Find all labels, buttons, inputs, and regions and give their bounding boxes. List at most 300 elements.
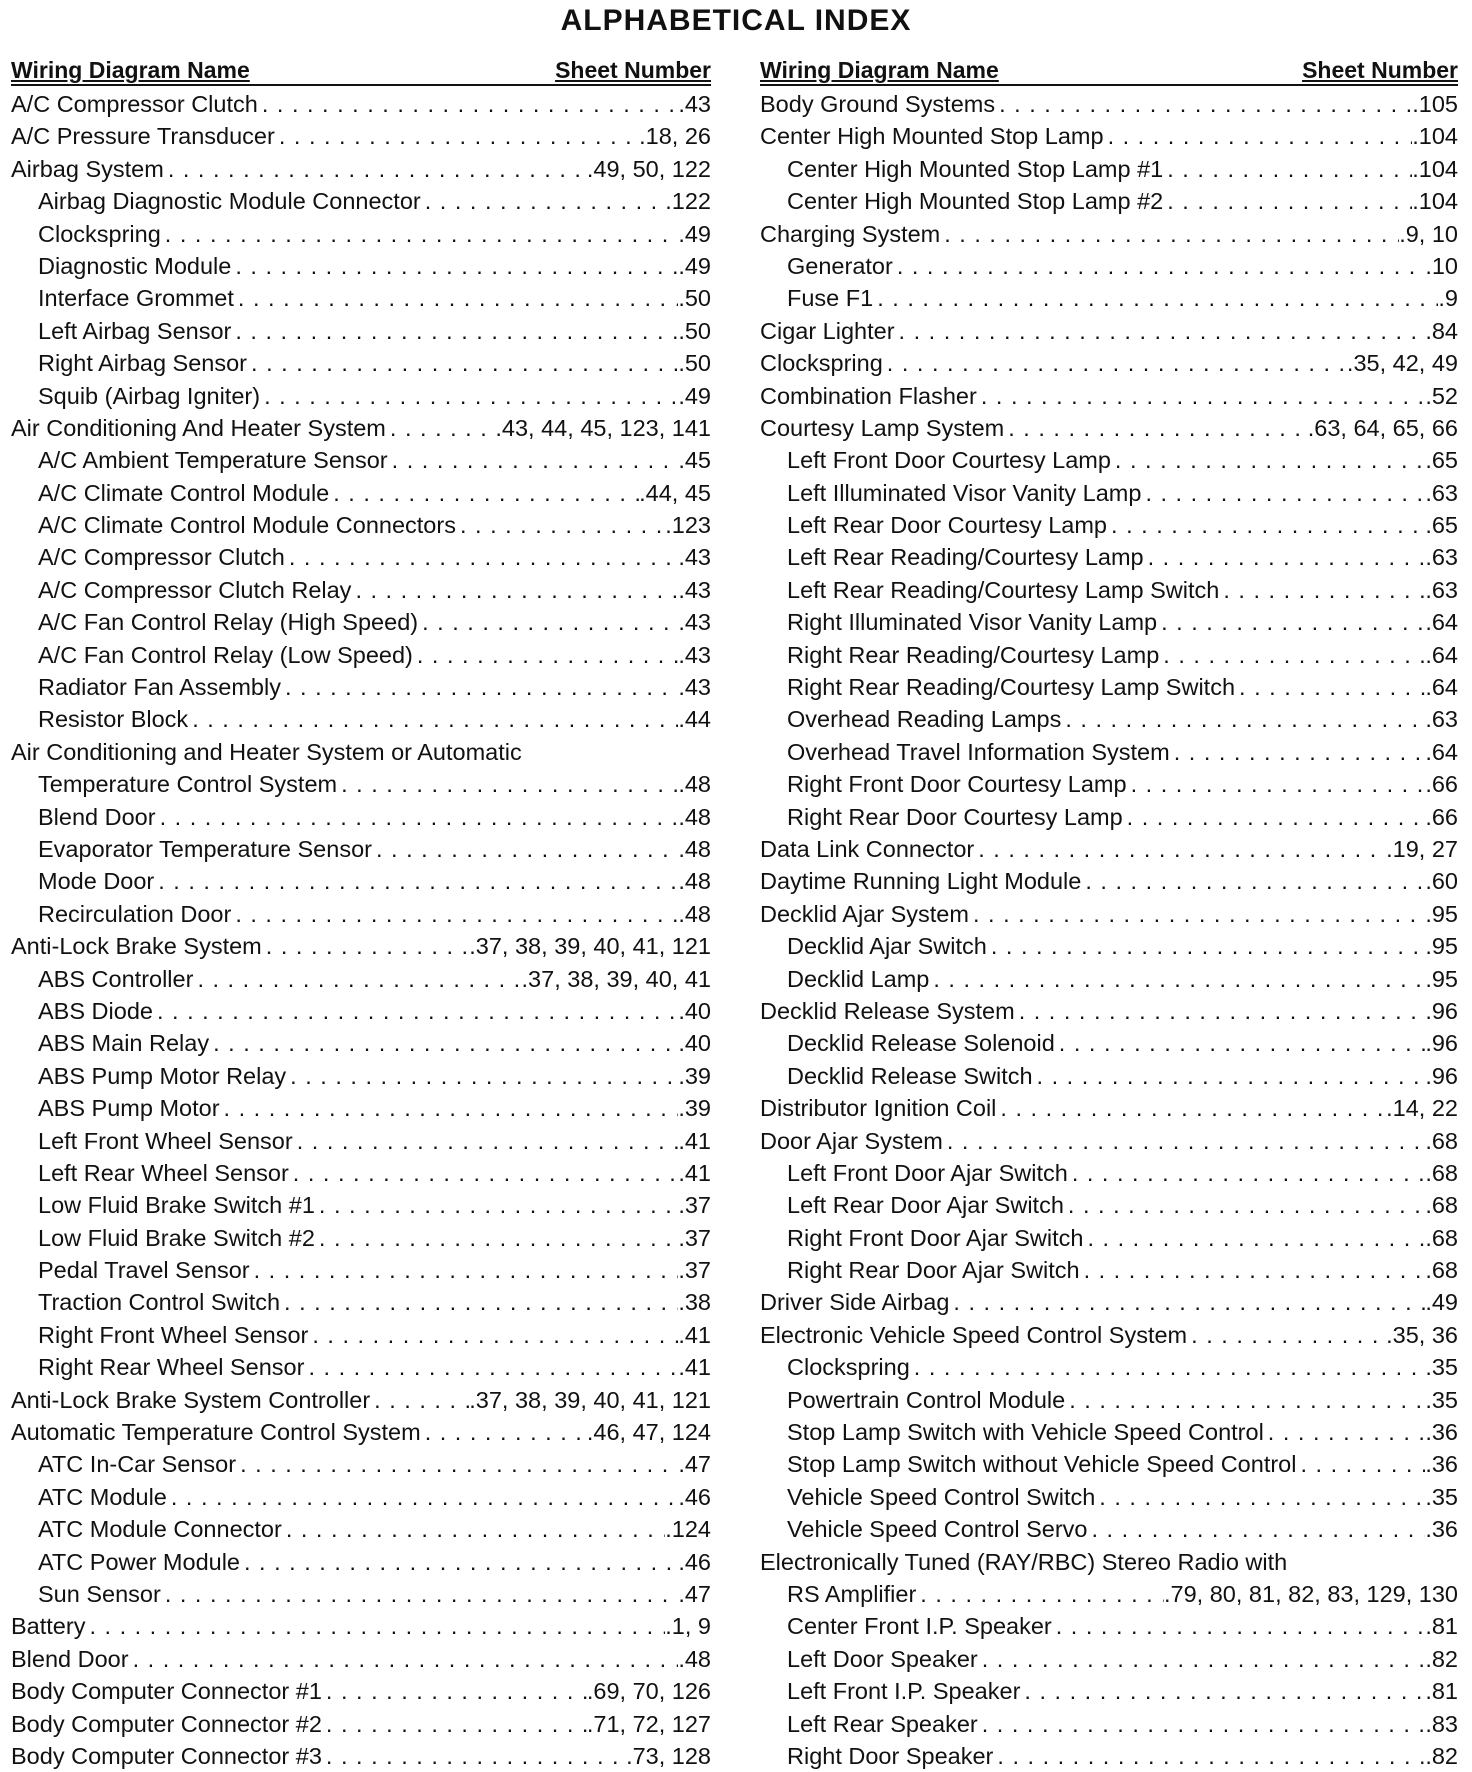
index-entry xyxy=(760,1708,1458,1740)
entry-name: Air Conditioning And Heater System xyxy=(11,414,386,441)
dot-leader xyxy=(250,1254,679,1286)
entry-name: A/C Fan Control Relay (High Speed) xyxy=(38,609,419,636)
entry-name: Battery xyxy=(11,1613,86,1640)
index-entry xyxy=(11,347,711,379)
index-list-right xyxy=(760,88,1458,1772)
entry-sheet-numbers: .35 xyxy=(1425,1354,1458,1381)
index-entry xyxy=(760,703,1458,735)
entry-sheet-numbers: .37, 38, 39, 40, 41 xyxy=(521,965,711,992)
dot-leader xyxy=(161,1578,679,1610)
index-entry xyxy=(11,1092,711,1124)
entry-name: Left Front Wheel Sensor xyxy=(38,1127,293,1154)
index-entry xyxy=(11,509,711,541)
index-entry xyxy=(11,380,711,412)
entry-name: ATC Module Connector xyxy=(38,1516,282,1543)
entry-name: Blend Door xyxy=(11,1645,129,1672)
entry-name: Left Illuminated Visor Vanity Lamp xyxy=(787,479,1142,506)
index-entry xyxy=(760,833,1458,865)
entry-name: Right Front Door Ajar Switch xyxy=(787,1224,1084,1251)
index-entry xyxy=(11,1448,711,1480)
entry-name: Stop Lamp Switch without Vehicle Speed Control xyxy=(787,1451,1297,1478)
entry-sheet-numbers: .37 xyxy=(678,1224,711,1251)
index-entry xyxy=(11,1351,711,1383)
entry-sheet-numbers: .48 xyxy=(678,900,711,927)
dot-leader xyxy=(161,218,679,250)
dot-leader xyxy=(1159,639,1425,671)
entry-sheet-numbers: .40 xyxy=(678,1030,711,1057)
index-entry xyxy=(11,995,711,1027)
index-entry xyxy=(760,380,1458,412)
entry-sheet-numbers: .124 xyxy=(665,1516,711,1543)
entry-sheet-numbers: .68 xyxy=(1425,1257,1458,1284)
entry-name: Clockspring xyxy=(787,1354,910,1381)
dot-leader xyxy=(1080,1254,1426,1286)
dot-leader xyxy=(1015,995,1426,1027)
index-entry xyxy=(11,315,711,347)
entry-name: Diagnostic Module xyxy=(38,252,232,279)
dot-leader xyxy=(231,250,678,282)
entry-name: Charging System xyxy=(760,220,941,247)
entry-name: Left Front Door Courtesy Lamp xyxy=(787,447,1111,474)
index-entry xyxy=(760,801,1458,833)
index-entry xyxy=(760,1546,1458,1578)
entry-sheet-numbers: .60 xyxy=(1425,868,1458,895)
entry-sheet-numbers: .63 xyxy=(1425,576,1458,603)
entry-sheet-numbers: .82 xyxy=(1425,1645,1458,1672)
index-entry xyxy=(11,1578,711,1610)
entry-name: Radiator Fan Assembly xyxy=(38,674,281,701)
dot-leader xyxy=(315,1189,678,1221)
entry-sheet-numbers: .50 xyxy=(678,317,711,344)
entry-sheet-numbers: .63, 64, 65, 66 xyxy=(1307,414,1458,441)
index-entry xyxy=(11,444,711,476)
entry-sheet-numbers: .9 xyxy=(1438,285,1458,312)
index-entry xyxy=(11,1513,711,1545)
entry-sheet-numbers: .43 xyxy=(678,674,711,701)
dot-leader xyxy=(1052,1610,1426,1642)
dot-leader xyxy=(85,1610,665,1642)
entry-name: Cigar Lighter xyxy=(760,317,895,344)
index-entry xyxy=(11,1546,711,1578)
index-entry xyxy=(760,930,1458,962)
entry-sheet-numbers: .69, 70, 126 xyxy=(586,1678,711,1705)
dot-leader xyxy=(280,1286,678,1318)
index-entry xyxy=(11,736,711,768)
entry-sheet-numbers: .48 xyxy=(678,771,711,798)
entry-name: Left Rear Speaker xyxy=(787,1710,978,1737)
dot-leader xyxy=(285,541,679,573)
dot-leader xyxy=(996,1092,1386,1124)
dot-leader xyxy=(260,380,678,412)
dot-leader xyxy=(258,88,679,120)
entry-sheet-numbers: .84 xyxy=(1425,317,1458,344)
entry-name: Door Ajar System xyxy=(760,1127,943,1154)
entry-name: Airbag Diagnostic Module Connector xyxy=(38,188,421,215)
dot-leader xyxy=(1141,477,1425,509)
dot-leader xyxy=(220,1092,679,1124)
entry-sheet-numbers: .43 xyxy=(678,641,711,668)
entry-sheet-numbers: .40 xyxy=(678,997,711,1024)
index-entry xyxy=(760,963,1458,995)
column-header xyxy=(11,56,711,86)
dot-leader xyxy=(209,1027,678,1059)
entry-name: Daytime Running Light Module xyxy=(760,868,1082,895)
entry-sheet-numbers: .65 xyxy=(1425,447,1458,474)
dot-leader xyxy=(289,1157,679,1189)
header-sheet-number: Sheet Number xyxy=(1302,57,1458,83)
dot-leader xyxy=(322,1708,587,1740)
index-entry xyxy=(11,412,711,444)
entry-sheet-numbers: .64 xyxy=(1425,609,1458,636)
dot-leader xyxy=(304,1351,678,1383)
entry-name: Squib (Airbag Igniter) xyxy=(38,382,261,409)
dot-leader xyxy=(129,1643,679,1675)
dot-leader xyxy=(1064,1189,1425,1221)
entry-sheet-numbers: .79, 80, 81, 82, 83, 129, 130 xyxy=(1164,1580,1458,1607)
dot-leader xyxy=(1004,412,1308,444)
entry-sheet-numbers: .73, 128 xyxy=(626,1742,711,1769)
index-column-left xyxy=(11,56,711,1772)
entry-name: Right Front Door Courtesy Lamp xyxy=(787,771,1127,798)
header-sheet-number: Sheet Number xyxy=(555,57,711,83)
dot-leader xyxy=(153,995,678,1027)
index-entry xyxy=(11,703,711,735)
entry-sheet-numbers: .35, 42, 49 xyxy=(1346,350,1458,377)
entry-name: Right Front Wheel Sensor xyxy=(38,1321,309,1348)
index-entry xyxy=(760,995,1458,1027)
entry-sheet-numbers: .43 xyxy=(678,576,711,603)
index-entry xyxy=(11,671,711,703)
dot-leader xyxy=(940,218,1399,250)
entry-sheet-numbers: .43 xyxy=(678,609,711,636)
dot-leader xyxy=(873,282,1438,314)
entry-sheet-numbers: .104 xyxy=(1412,188,1458,215)
entry-name: Decklid Release Switch xyxy=(787,1062,1033,1089)
entry-sheet-numbers: .48 xyxy=(678,835,711,862)
entry-name: Right Illuminated Visor Vanity Lamp xyxy=(787,609,1158,636)
entry-sheet-numbers: .68 xyxy=(1425,1159,1458,1186)
entry-name: ABS Main Relay xyxy=(38,1030,210,1057)
entry-name: Decklid Lamp xyxy=(787,965,930,992)
entry-name: Center High Mounted Stop Lamp xyxy=(760,123,1104,150)
index-entry xyxy=(760,1513,1458,1545)
index-entry xyxy=(11,930,711,962)
entry-name: Right Rear Door Courtesy Lamp xyxy=(787,803,1123,830)
index-entry xyxy=(760,153,1458,185)
index-entry xyxy=(760,1416,1458,1448)
entry-name: Body Computer Connector #2 xyxy=(11,1710,322,1737)
entry-name: Traction Control Switch xyxy=(38,1289,281,1316)
dot-leader xyxy=(1020,1675,1425,1707)
index-entry xyxy=(760,541,1458,573)
index-entry xyxy=(11,833,711,865)
entry-sheet-numbers: .37 xyxy=(678,1192,711,1219)
entry-name: Right Door Speaker xyxy=(787,1742,994,1769)
index-column-right xyxy=(760,56,1458,1772)
index-entry xyxy=(11,1254,711,1286)
index-entry xyxy=(760,1254,1458,1286)
dot-leader xyxy=(895,315,1426,347)
index-entry xyxy=(760,574,1458,606)
entry-name: Clockspring xyxy=(38,220,161,247)
index-entry xyxy=(11,1060,711,1092)
index-entry xyxy=(11,250,711,282)
index-entry xyxy=(760,671,1458,703)
column-header xyxy=(760,56,1458,86)
entry-name: Low Fluid Brake Switch #2 xyxy=(38,1224,315,1251)
index-entry xyxy=(760,1351,1458,1383)
entry-sheet-numbers: .64 xyxy=(1425,738,1458,765)
entry-name: ABS Pump Motor xyxy=(38,1095,220,1122)
index-entry xyxy=(11,88,711,120)
entry-name: Clockspring xyxy=(760,350,883,377)
index-entry xyxy=(760,1610,1458,1642)
entry-sheet-numbers: .10 xyxy=(1425,252,1458,279)
index-entry xyxy=(760,865,1458,897)
dot-leader xyxy=(1083,1222,1425,1254)
dot-leader xyxy=(322,1740,626,1772)
entry-name: Decklid Release System xyxy=(760,997,1015,1024)
entry-name: Left Door Speaker xyxy=(787,1645,978,1672)
entry-sheet-numbers: .35 xyxy=(1425,1483,1458,1510)
index-entry xyxy=(11,1610,711,1642)
entry-name: RS Amplifier xyxy=(787,1580,917,1607)
dot-leader xyxy=(1061,703,1425,735)
dot-leader xyxy=(418,606,678,638)
entry-name: Blend Door xyxy=(38,803,156,830)
dot-leader xyxy=(1235,671,1425,703)
entry-sheet-numbers: .36 xyxy=(1425,1516,1458,1543)
dot-leader xyxy=(156,801,679,833)
index-entry xyxy=(11,1708,711,1740)
dot-leader xyxy=(1065,1384,1425,1416)
entry-name: Center Front I.P. Speaker xyxy=(787,1613,1052,1640)
entry-sheet-numbers: .43 xyxy=(678,91,711,117)
entry-name: ABS Diode xyxy=(38,997,153,1024)
dot-leader xyxy=(421,185,666,217)
index-entry xyxy=(760,1578,1458,1610)
entry-name: Evaporator Temperature Sensor xyxy=(38,835,372,862)
dot-leader xyxy=(188,703,678,735)
index-entry xyxy=(760,1675,1458,1707)
entry-name: Body Computer Connector #1 xyxy=(11,1678,322,1705)
dot-leader xyxy=(413,639,678,671)
dot-leader xyxy=(993,1740,1425,1772)
index-entry xyxy=(760,1740,1458,1772)
dot-leader xyxy=(1163,153,1412,185)
dot-leader xyxy=(421,1416,587,1448)
entry-name: Interface Grommet xyxy=(38,285,234,312)
dot-leader xyxy=(1144,541,1426,573)
dot-leader xyxy=(1081,865,1425,897)
dot-leader xyxy=(240,1546,678,1578)
dot-leader xyxy=(154,865,678,897)
entry-name: A/C Climate Control Module Connectors xyxy=(38,512,456,539)
index-entry xyxy=(760,412,1458,444)
dot-leader xyxy=(929,963,1425,995)
dot-leader xyxy=(1033,1060,1426,1092)
entry-sheet-numbers: .39 xyxy=(678,1062,711,1089)
entry-name: Anti-Lock Brake System Controller xyxy=(11,1386,371,1413)
entry-sheet-numbers: .1, 9 xyxy=(665,1613,711,1640)
entry-sheet-numbers: .43, 44, 45, 123, 141 xyxy=(495,414,711,441)
entry-sheet-numbers: .47 xyxy=(678,1580,711,1607)
entry-sheet-numbers: .64 xyxy=(1425,641,1458,668)
index-entry xyxy=(11,477,711,509)
index-entry xyxy=(11,801,711,833)
entry-sheet-numbers: .45 xyxy=(678,447,711,474)
index-entry xyxy=(760,1286,1458,1318)
index-entry xyxy=(11,120,711,152)
entry-name: Powertrain Control Module xyxy=(787,1386,1066,1413)
dot-leader xyxy=(275,120,639,152)
dot-leader xyxy=(247,347,678,379)
entry-name: Temperature Control System xyxy=(38,771,338,798)
entry-name: Decklid Ajar Switch xyxy=(787,933,987,960)
index-entry xyxy=(11,574,711,606)
index-entry xyxy=(760,1448,1458,1480)
entry-sheet-numbers: .50 xyxy=(678,350,711,377)
index-entry xyxy=(760,477,1458,509)
dot-leader xyxy=(1170,736,1426,768)
index-entry xyxy=(11,153,711,185)
entry-sheet-numbers: .49 xyxy=(678,220,711,247)
index-entry xyxy=(760,1157,1458,1189)
entry-name: ATC In-Car Sensor xyxy=(38,1451,237,1478)
entry-sheet-numbers: .63 xyxy=(1425,706,1458,733)
entry-name: Decklid Release Solenoid xyxy=(787,1030,1055,1057)
entry-sheet-numbers: .41 xyxy=(678,1159,711,1186)
page-title: ALPHABETICAL INDEX xyxy=(560,4,912,37)
entry-name: Courtesy Lamp System xyxy=(760,414,1005,441)
dot-leader xyxy=(236,1448,678,1480)
entry-sheet-numbers: .43 xyxy=(678,544,711,571)
dot-leader xyxy=(193,963,521,995)
index-entry xyxy=(11,218,711,250)
index-entry xyxy=(11,1384,711,1416)
dot-leader xyxy=(308,1319,678,1351)
entry-name: Left Front Door Ajar Switch xyxy=(787,1159,1068,1186)
dot-leader xyxy=(286,1060,678,1092)
dot-leader xyxy=(995,88,1412,120)
dot-leader xyxy=(1264,1416,1426,1448)
index-entry xyxy=(11,185,711,217)
entry-name: Generator xyxy=(787,252,893,279)
index-entry xyxy=(11,1319,711,1351)
entry-sheet-numbers: .49 xyxy=(1425,1289,1458,1316)
entry-sheet-numbers: .36 xyxy=(1425,1451,1458,1478)
index-entry xyxy=(11,639,711,671)
entry-sheet-numbers: .104 xyxy=(1412,123,1458,150)
dot-leader xyxy=(231,898,678,930)
entry-name: Right Rear Wheel Sensor xyxy=(38,1354,305,1381)
dot-leader xyxy=(1087,1513,1425,1545)
entry-sheet-numbers: .14, 22 xyxy=(1386,1095,1458,1122)
entry-sheet-numbers: .96 xyxy=(1425,997,1458,1024)
entry-sheet-numbers: .41 xyxy=(678,1354,711,1381)
entry-sheet-numbers: .95 xyxy=(1425,900,1458,927)
entry-sheet-numbers: .66 xyxy=(1425,803,1458,830)
index-entry xyxy=(760,315,1458,347)
index-entry xyxy=(760,639,1458,671)
dot-leader xyxy=(231,315,678,347)
entry-name: Left Rear Reading/Courtesy Lamp xyxy=(787,544,1144,571)
index-entry xyxy=(11,1222,711,1254)
entry-sheet-numbers: .46, 47, 124 xyxy=(586,1419,711,1446)
dot-leader xyxy=(315,1222,678,1254)
index-entry xyxy=(11,1481,711,1513)
index-entry xyxy=(11,606,711,638)
entry-name: A/C Fan Control Relay (Low Speed) xyxy=(38,641,413,668)
dot-leader xyxy=(1163,185,1412,217)
entry-name: Body Computer Connector #3 xyxy=(11,1742,322,1769)
entry-name: Right Rear Door Ajar Switch xyxy=(787,1257,1080,1284)
index-entry xyxy=(11,865,711,897)
entry-sheet-numbers: .46 xyxy=(678,1483,711,1510)
entry-name: Fuse F1 xyxy=(787,285,874,312)
entry-sheet-numbers: .47 xyxy=(678,1451,711,1478)
entry-sheet-numbers: .48 xyxy=(678,1645,711,1672)
entry-sheet-numbers: .64 xyxy=(1425,674,1458,701)
index-entry xyxy=(760,185,1458,217)
dot-leader xyxy=(164,153,587,185)
dot-leader xyxy=(234,282,678,314)
entry-sheet-numbers: .52 xyxy=(1425,382,1458,409)
entry-sheet-numbers: .44, 45 xyxy=(639,479,711,506)
dot-leader xyxy=(1107,509,1425,541)
dot-leader xyxy=(281,671,678,703)
entry-name: ABS Controller xyxy=(38,965,194,992)
entry-name: ATC Module xyxy=(38,1483,167,1510)
entry-name: Center High Mounted Stop Lamp #2 xyxy=(787,188,1164,215)
index-entry xyxy=(760,1092,1458,1124)
index-entry xyxy=(11,282,711,314)
index-entry xyxy=(760,282,1458,314)
entry-name: A/C Compressor Clutch xyxy=(11,91,258,117)
entry-name: Left Rear Wheel Sensor xyxy=(38,1159,289,1186)
dot-leader xyxy=(1187,1319,1386,1351)
index-entry xyxy=(11,1416,711,1448)
entry-name: Data Link Connector xyxy=(760,835,975,862)
index-entry xyxy=(760,1125,1458,1157)
dot-leader xyxy=(386,412,496,444)
entry-name: Recirculation Door xyxy=(38,900,232,927)
entry-sheet-numbers: .96 xyxy=(1425,1030,1458,1057)
dot-leader xyxy=(388,444,679,476)
index-entry xyxy=(760,898,1458,930)
entry-sheet-numbers: .48 xyxy=(678,868,711,895)
index-entry xyxy=(11,898,711,930)
entry-name: Overhead Reading Lamps xyxy=(787,706,1062,733)
dot-leader xyxy=(910,1351,1426,1383)
index-entry xyxy=(760,736,1458,768)
entry-sheet-numbers: .50 xyxy=(678,285,711,312)
entry-sheet-numbers: .81 xyxy=(1425,1613,1458,1640)
entry-sheet-numbers: .38 xyxy=(678,1289,711,1316)
dot-leader xyxy=(943,1125,1425,1157)
index-entry xyxy=(11,1286,711,1318)
dot-leader xyxy=(1111,444,1425,476)
entry-sheet-numbers: .95 xyxy=(1425,933,1458,960)
entry-name: Body Ground Systems xyxy=(760,91,996,117)
index-entry xyxy=(11,1643,711,1675)
entry-sheet-numbers: .18, 26 xyxy=(639,123,711,150)
entry-name: A/C Ambient Temperature Sensor xyxy=(38,447,388,474)
entry-sheet-numbers: .37, 38, 39, 40, 41, 121 xyxy=(469,1386,711,1413)
dot-leader xyxy=(1068,1157,1426,1189)
entry-name: Right Rear Reading/Courtesy Lamp Switch xyxy=(787,674,1236,701)
dot-leader xyxy=(372,833,678,865)
